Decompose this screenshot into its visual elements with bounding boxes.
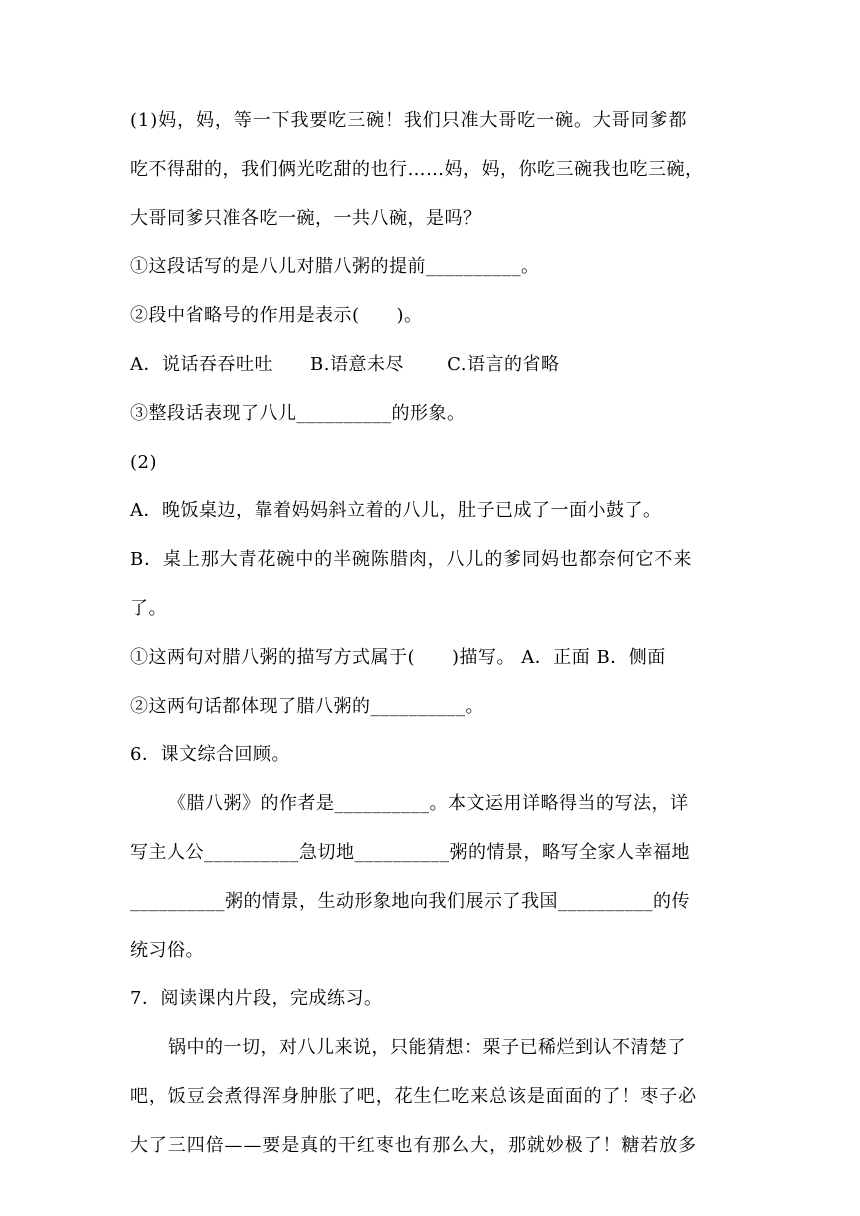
heading-7: 7．阅读课内片段，完成练习。 [130,988,383,1010]
passage-1-line-1: (1)妈，妈，等一下我要吃三碗！我们只准大哥吃一碗。大哥同爹都 [130,110,688,131]
question-2-1: ①这两句对腊八粥的描写方式属于( )描写。 A．正面 B．侧面 [130,646,666,668]
review-line-4: 统习俗。 [130,939,204,961]
sentence-b-line-1: B．桌上那大青花碗中的半碗陈腊肉，八儿的爹同妈也都奈何它不来 [130,549,693,571]
heading-6: 6．课文综合回顾。 [130,744,290,766]
question-1-2: ②段中省略号的作用是表示( )。 [130,305,423,327]
review-line-2: 写主人公__________急切地__________粥的情景，略写全家人幸福地 [130,841,690,863]
sentence-a: A．晚饭桌边，靠着妈妈斜立着的八儿，肚子已成了一面小鼓了。 [130,500,662,522]
passage-1-line-3: 大哥同爹只准各吃一碗，一共八碗，是吗？ [130,207,482,229]
excerpt-line-1: 锅中的一切，对八儿来说，只能猜想：栗子已稀烂到认不清楚了 [168,1037,686,1059]
question-1-2-options: A．说话吞吞吐吐 B.语意未尽 C.语言的省略 [130,353,560,375]
passage-1-line-2: 吃不得甜的，我们俩光吃甜的也行……妈，妈，你吃三碗我也吃三碗， [130,158,704,180]
review-line-3: __________粥的情景，生动形象地向我们展示了我国__________的传 [130,890,690,912]
question-2-2: ②这两句话都体现了腊八粥的__________。 [130,695,484,717]
excerpt-line-3: 大了三四倍——要是真的干红枣也有那么大，那就妙极了！糖若放多 [130,1134,697,1156]
document-body [130,106,730,1180]
question-1-1: ①这段话写的是八儿对腊八粥的提前__________。 [130,256,540,278]
excerpt-line-2: 吧，饭豆会煮得浑身肿胀了吧，花生仁吃来总该是面面的了！枣子必 [130,1085,697,1107]
question-1-3: ③整段话表现了八儿__________的形象。 [130,402,466,424]
section-2-label: (2) [130,451,157,473]
review-line-1: 《腊八粥》的作者是__________。本文运用详略得当的写法，详 [168,793,689,815]
sentence-b-line-2: 了。 [130,597,167,619]
